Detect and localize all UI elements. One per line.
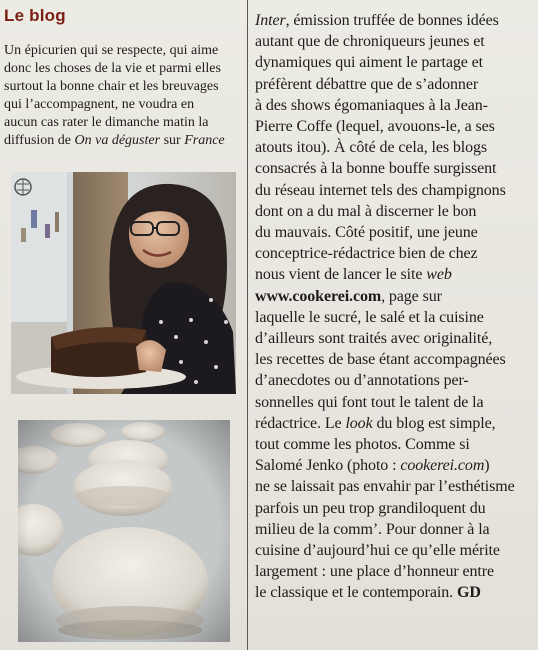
text-run: diffusion de bbox=[4, 133, 75, 148]
macarons-illustration bbox=[18, 420, 230, 642]
text-line: d’anecdotes ou d’annotations per- bbox=[255, 372, 469, 390]
text-line bbox=[4, 132, 244, 150]
station-name: France bbox=[184, 133, 225, 148]
text-run: , page sur bbox=[381, 287, 442, 305]
text-line: laquelle le sucré, le salé et la cuisine bbox=[255, 308, 484, 326]
text-line: cuisine d’aujourd’hui ce qu’elle mérite bbox=[255, 542, 500, 560]
text-line: conceptrice-rédactrice bien de chez bbox=[255, 245, 478, 263]
blogger-photo bbox=[11, 172, 236, 394]
text-line bbox=[255, 582, 535, 603]
text-run: Salomé Jenko (photo : bbox=[255, 457, 401, 475]
text-line: dont on a du mal à discerner le bon bbox=[255, 202, 477, 220]
text-line: consacrés à la bonne bouffe surgissent bbox=[255, 160, 497, 178]
text-line: sonnelles qui font tout le talent de la bbox=[255, 393, 484, 411]
text-line bbox=[255, 10, 535, 31]
text-line bbox=[255, 286, 535, 307]
text-line: du mauvais. Côté positif, une jeune bbox=[255, 224, 478, 242]
text-line: largement : une place d’honneur entre bbox=[255, 563, 495, 581]
intro-paragraph bbox=[4, 42, 244, 150]
text-line: dynamiques qui aiment le partage et bbox=[255, 54, 483, 72]
text-line: milieu de la comm’. Pour donner à la bbox=[255, 520, 490, 538]
text-run: le classique et le contemporain. bbox=[255, 584, 457, 602]
macarons-photo bbox=[18, 420, 230, 642]
photo-credit: cookerei.com bbox=[400, 457, 485, 475]
text-run: du blog est simple, bbox=[372, 414, 496, 432]
text-line: ne se laissait pas envahir par l’esthétisme bbox=[255, 478, 515, 496]
text-run: ) bbox=[484, 457, 490, 475]
station-name: Inter bbox=[255, 12, 286, 29]
text-run: , émission truffée de bonnes idées bbox=[285, 12, 499, 29]
text-line bbox=[255, 264, 535, 285]
column-divider bbox=[247, 0, 248, 650]
text-run-italic: look bbox=[345, 414, 373, 432]
text-line: d’ailleurs sont traités avec originalité, bbox=[255, 330, 493, 348]
website-url: www.cookerei.com bbox=[255, 287, 382, 305]
blogger-illustration bbox=[11, 172, 236, 394]
text-line bbox=[255, 455, 535, 476]
section-heading: Le blog bbox=[4, 6, 66, 25]
text-run: rédactrice. Le bbox=[255, 414, 346, 432]
text-line: Un épicurien qui se respecte, qui aime bbox=[4, 43, 219, 58]
text-line bbox=[255, 413, 535, 434]
text-line: les recettes de base étant accompagnées bbox=[255, 351, 506, 369]
text-line: du réseau internet tels des champignons bbox=[255, 181, 506, 199]
text-line: autant que de chroniqueurs jeunes et bbox=[255, 33, 485, 51]
text-line: à des shows égomaniaques à la Jean- bbox=[255, 96, 488, 114]
text-run: sur bbox=[160, 133, 185, 148]
text-line: qui l’accompagnent, ne voudra en bbox=[4, 97, 195, 112]
text-line: aucun cas rater le dimanche matin la bbox=[4, 115, 209, 130]
author-initials: GD bbox=[456, 584, 481, 602]
text-run-italic: web bbox=[426, 266, 452, 284]
text-line: atouts itou). À côté de cela, les blogs bbox=[255, 139, 488, 157]
text-line: Pierre Coffe (lequel, avouons-le, a ses bbox=[255, 118, 495, 136]
text-line: donc les choses de la vie et parmi elles bbox=[4, 61, 221, 76]
text-line: surtout la bonne chair et les breuvages bbox=[4, 79, 219, 94]
text-line: préfèrent débattre que de s’adonner bbox=[255, 75, 479, 93]
text-line: tout comme les photos. Comme si bbox=[255, 436, 470, 454]
show-title: On va déguster bbox=[74, 133, 161, 148]
text-run: nous vient de lancer le site bbox=[255, 266, 427, 284]
article-body bbox=[255, 10, 535, 604]
text-line: parfois un peu trop grandiloquent du bbox=[255, 499, 486, 517]
